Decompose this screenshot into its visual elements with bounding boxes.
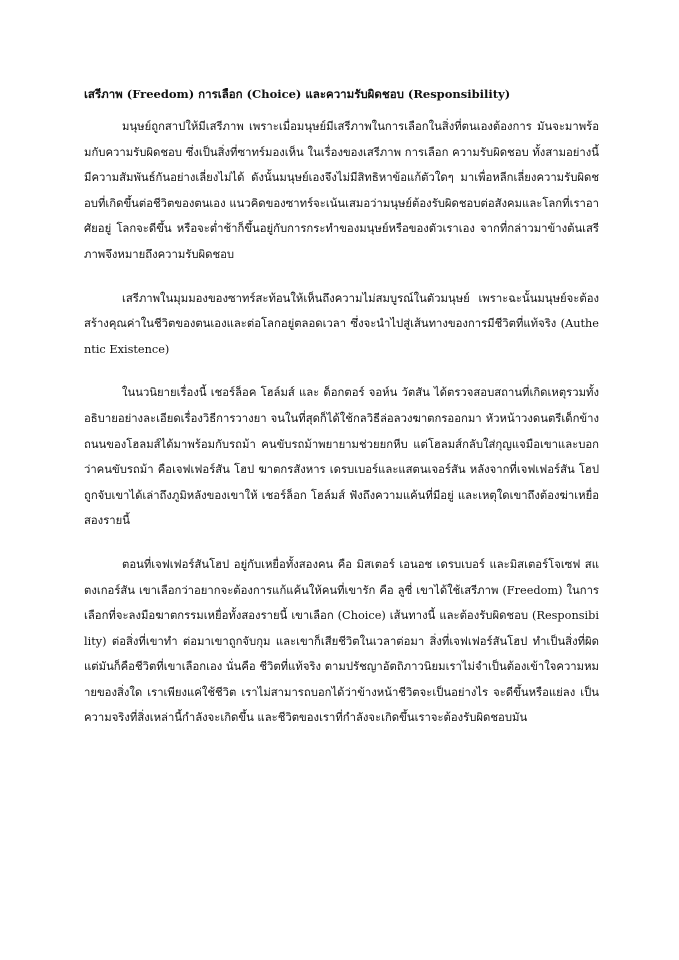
document-title: เสรีภาพ (Freedom) การเลือก (Choice) และความรับผิดชอบ (Responsibility) (84, 87, 511, 101)
paragraph-novel-summary: ในนวนิยายเรื่องนี้ เชอร์ล็อค โฮล์มส์ และ ด็อกตอร์ จอห์น วัตสัน ได้ตรวจสอบสถานที่เกิดเหตุรวมทั้งอธิบายอย่างละเอียดเรื่องวิธีการวางยา จนในที่สุดก็ได้ใช้กลวิธีล่อลวงฆาตกรออกมา หัวหน้าวงดนตรีเด็กข้างถนนของโฮลมส์ได้มาพร้อมกับรถม้า คนขับรถม้าพยายามช่วยยกหีบ แต่โฮลมส์กลับใส่กุญแจมือเขาและบอกว่าคนขับรถม้า คือเจฟเฟอร์สัน โฮป ฆาตกรสังหาร เดรบเบอร์และแสตนเจอร์สัน หลังจากที่เจฟเฟอร์สัน โฮป ถูกจับเขาได้เล่าถึงภูมิหลังของเขาให้ เชอร์ล็อก โฮล์มส์ ฟังถึงความแค้นที่มีอยู่ และเหตุใดเขาถึงต้องฆ่าเหยื่อสองรายนี้ (84, 386, 599, 528)
paragraph-jefferson-hope-analysis: ตอนที่เจฟเฟอร์สันโฮป อยู่กับเหยื่อทั้งสองคน คือ มิสเตอร์ เอนอช เดรบเบอร์ และมิสเตอร์โจเซฟ สแตงเกอร์สัน เขาเลือกว่าอยากจะต้องการแก้แค้นให้คนที่เขารัก คือ ลูซี่ เขาได้ใช้เสรีภาพ (Freedom) ในการเลือกที่จะลงมือฆาตกรรมเหยื่อทั้งสองรายนี้ เขาเลือก (Choice) เส้นทางนี้ และต้องรับผิดชอบ (Responsibility) ต่อสิ่งที่เขาทำ ต่อมาเขาถูกจับกุม และเขาก็เสียชีวิตในเวลาต่อมา สิ่งที่เจฟเฟอร์สันโฮป ทำเป็นสิ่งที่ผิด แต่มันก็คือชีวิตที่เขาเลือกเอง นั่นคือ ชีวิตที่แท้จริง ตามปรัชญาอัตถิภาวนิยมเราไม่จำเป็นต้องเข้าใจความหมายของสิ่งใด เราเพียงแค่ใช้ชีวิต เราไม่สามารถบอกได้ว่าข้างหน้าชีวิตจะเป็นอย่างไร จะดีขึ้นหรือแย่ลง เป็นความจริงที่สิ่งเหล่านี้กำลังจะเกิดขึ้น และชีวิตของเราที่กำลังจะเกิดขึ้นเราจะต้องรับผิดชอบมัน (84, 557, 599, 725)
paragraph-freedom-responsibility: มนุษย์ถูกสาปให้มีเสรีภาพ เพราะเมื่อมนุษย์มีเสรีภาพในการเลือกในสิ่งที่ตนเองต้องการ มันจะมาพร้อมกับความรับผิดชอบ ซึ่งเป็นสิ่งที่ซาทร์มองเห็น ในเรื่องของเสรีภาพ การเลือก ความรับผิดชอบ ทั้งสามอย่างนี้มีความสัมพันธ์กันอย่างเลี่ยงไม่ได้ ดังนั้นมนุษย์เองจึงไม่มีสิทธิหาข้อแก้ตัวใดๆ มาเพื่อหลีกเลี่ยงความรับผิดชอบที่เกิดขึ้นต่อชีวิตของตนเอง แนวคิดของซาทร์จะเน้นเสมอว่ามนุษย์ต้องรับผิดชอบต่อสังคมและโลกที่เราอาศัยอยู่ โลกจะดีขึ้น หรือจะต่ำช้าก็ขึ้นอยู่กับการกระทำของมนุษย์หรือของตัวเราเอง จากที่กล่าวมาข้างต้นเสรีภาพจึงหมายถึงความรับผิดชอบ (84, 120, 599, 261)
paragraph-authentic-existence: เสรีภาพในมุมมองของซาทร์สะท้อนให้เห็นถึงความไม่สมบูรณ์ในตัวมนุษย์ เพราะฉะนั้นมนุษย์จะต้องสร้างคุณค่าในชีวิตของตนเองและต่อโลกอยู่ตลอดเวลา ซึ่งจะนำไปสู่เส้นทางของการมีชีวิตที่แท้จริง (Authentic Existence) (84, 291, 599, 356)
document-page (84, 82, 599, 749)
